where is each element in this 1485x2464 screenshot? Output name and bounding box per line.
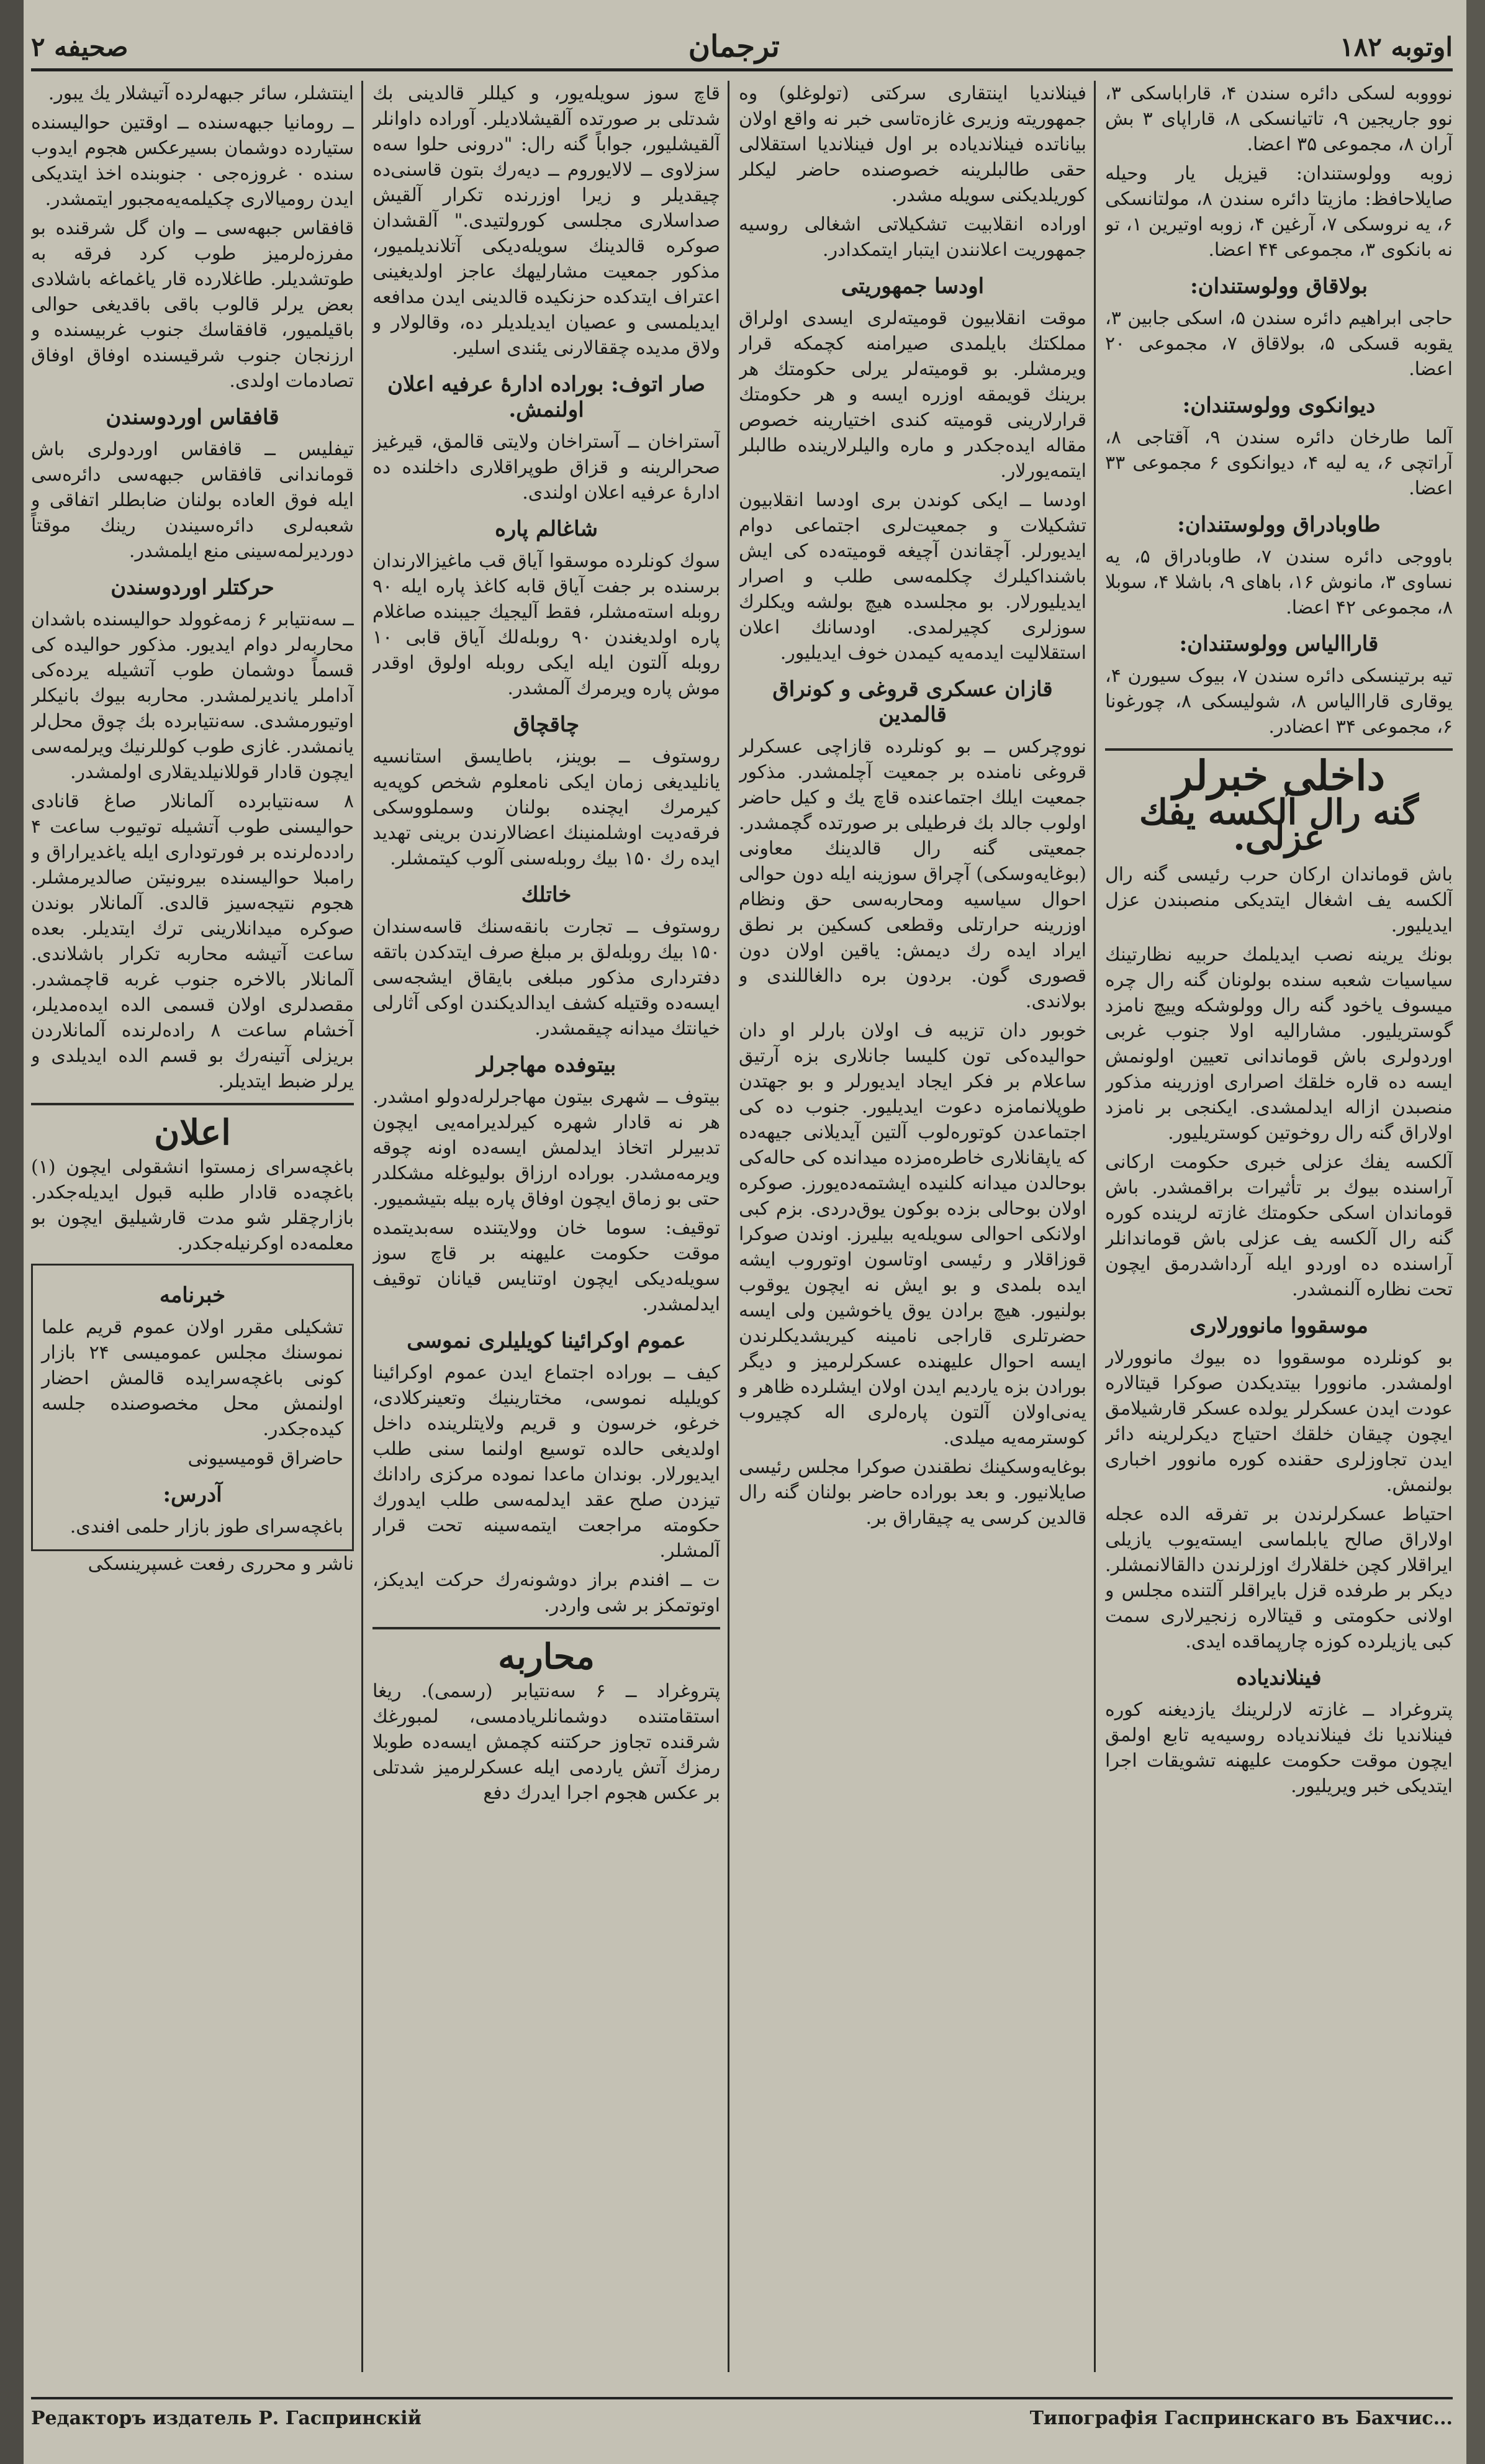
column-3 — [372, 81, 720, 2372]
section-title-announcement: اعلان — [154, 1112, 231, 1153]
col3-sub-money: شاغالم پاره — [495, 517, 598, 541]
column-rule-2 — [728, 81, 729, 2372]
notice-title: خبرنامه — [159, 1283, 226, 1308]
notice-sign: حاضراق قومیسیونی — [187, 1447, 343, 1469]
col3-sub-saratov: صار اتوف: بوراده ادارهٔ عرفیه اعلان اولنمش. — [387, 372, 705, 422]
col3-arrest: توقیف: سوما خان وولایتنده سه‌بدیتمده موقت حکومت علیهنه بر قاچ سوز سویله‌دیکی ایچون اوتنایس قیانان توقیف ایدلمشدر. — [372, 1217, 720, 1315]
col2-sub-odessa-republic: اودسا جمهوریتی — [841, 274, 985, 299]
col2-sub-kazan-text: نووچرکس ــ بو کونلرده قازاچی عسکرلر قروغی نامنده بر جمعیت آچلمشدر. مذکور جمعیت ایلك اجتماعنده قاچ یك و کیل حاضر اولوب جالد بك فرطیلی بر صورتده گچمشدر. جمعیتی گنه رال قالدینك معاونی (بوغایه‌وسکی) آچراق سوزینه ایله دون حوالی احوال سیاسیه ومحاربه‌سی حق ونظام اوزرینه حرارتلی وقطعی کسکین بر نطق ایراد ایده رك دیمش: یاقین اولان دون قصوری گون. بردون بره دالغاللندی و بولاندی. — [739, 736, 1086, 1012]
page-number: صحیفه ۲ — [31, 31, 129, 62]
col3-sub-money-text: سوك کونلرده موسقوا آیاق قب ماغیزالارندان برسنده بر جفت آیاق قابه کاغذ پاره ایله ۹۰ روبله استه‌مشلر، فقط آلیجیك جیبنده صاغلام پاره اولدیغندن ۹۰ روبله‌لك آیاق قابی ۱۰ روبله آلتون ایله ایکی روبله اولوق اوقدر موش پاره ویرمرك آلمشدر. — [372, 550, 720, 699]
col1-sub-tavbadraq: طاوبادراق وولوستندان: — [1177, 512, 1381, 537]
address-title: آدرس: — [163, 1482, 222, 1507]
col4-p4: ۸ سه‌نتیابرده آلمانلار صاغ قانادی حوالیسنی طوب آتشیله توتیوب ساعت ۴ رادده‌لرنده بر فورتوداری ایله یاغدیراراق و رامبلا حوالیسنده بیرونیتن صالدیرمشلر. هجوم نتیجه‌سیز قالدی. آلمانلار بوندن صوکره میدانلارینی ترك ایتدیلر. بعده ساعت آتیشه محاربه تکرار باشلاندی. آلمانلار بالاخره جنوب غربه قاچمشدر. مقصدلری اولان قسمی الده ایده‌مدیلر، آخشام ساعت ۸ راده‌لرنده آلمانلاردن بریزلی آتینه‌رك بو قسم الده ایدیلدی و یرلر ضبط ایتدیلر. — [31, 790, 354, 1092]
column-2 — [739, 81, 1086, 2372]
col1-intro: نوووبه لسکی دائره سندن ۴، قاراباسکی ۳، نوو جاریجین ۹، تاتیانسکی ۸، قاراپای ۳ بش آران ۸، مجموعی ۳۵ اعضا. — [1105, 83, 1453, 155]
col3-war-text: پتروغراد ــ ۶ سه‌نتیابر (رسمی). ریغا استقامتنده دوشمانلریادمسی، لمبورغك شرقنده تجاوز حرکتنه کچمش ایسه‌ده طوبلا رمزك آتش یاردمی ایله عسکرلرمیز شدتلی بر عکس هجوم اجرا ایدرك دفع — [372, 1680, 720, 1804]
col2-sub-kazan-military: قازان عسکری قروغی و کونراق قالمدین — [772, 677, 1053, 727]
col1-p2: زوبه وولوستندان: قیزیل یار وحیله صایلاحافظ: مازیتا دائره سندن ۸، مولتانسکی ۶، یه نروسکی ۷، آرغین ۴، زوبه اوتیرین ۱، تو نه بانکوی ۳، مجموعی ۴۴ اعضا. — [1105, 163, 1453, 261]
column-rule-1 — [1094, 81, 1096, 2372]
col4-p1: اینتشلر، سائر جبهه‌لرده آتیشلار یك یبور. — [48, 83, 354, 104]
col4-sub-caucasus-army: قافقاس اوردوسندن — [106, 405, 279, 430]
col3-divider — [372, 1627, 720, 1629]
col1-sub-bulaqaq: بولاقاق وولوستندان: — [1190, 274, 1368, 299]
col1-body1: باش قوماندان ارکان حرب رئیسی گنه رال آلکسه یف اشغال ایتدیکی منصبندن عزل ایدیلیور. — [1105, 864, 1453, 936]
col4-sub-operations: حرکتلر اوردوسندن — [111, 575, 274, 600]
col1-sub-divankoy-text: آلما طارخان دائره سندن ۹، آقتاجی ۸، آراتچی ۶، یه لیه ۴، دیوانکوی ۶ مجموعی ۳۳ اعضا. — [1105, 427, 1453, 499]
column-rule-3 — [361, 81, 363, 2372]
col4-p3: قافقاس جبهه‌سی ــ وان گل شرقنده بو مفرزه‌لرمیز طوب کرد فرقه به طوتشدیلر. طاغلارده قار یاغماغه باشلادی بعض یرلر قالوب باقی باقدیغی حوالی باقیلمیور، قافقاسك جنوب غربیسنده و ارزنجان جنوب شرقیسنده اوفاق اوفاق تصادمات اولدی. — [31, 217, 354, 392]
footer-printer: Типографія Гаспринскаго въ Бахчис... — [1029, 2407, 1453, 2429]
columns — [31, 81, 1453, 2372]
col2-p2: اوراده انقلابیت تشکیلاتی اشغالی روسیه جمهوریت اعلانندن ایتبار ایتمکدادر. — [739, 214, 1086, 261]
col3-sub-betrayal-text: روستوف ــ تجارت بانقه‌سنك قاسه‌سندان ۱۵۰ بیك روبله‌لق بر مبلغ صرف ایتدکدن باتقه دفترداری مذکور مبلغی بایقاق ایشجه‌سی ایسه‌ده وقتیله کشف ایدالدیکندن اوکی آثارلی خیانتك میدانه چیقمشدر. — [372, 916, 720, 1040]
col1-sub-bulaqaq-text: حاجی ابراهیم دائره سندن ۵، اسکی جابین ۳، یقوبه قسکی ۵، بولاقاق ۷، مجموعی ۲۰ اعضا. — [1105, 307, 1453, 380]
col2-p3: اودسا ــ ایکی کوندن بری اودسا انقلابیون تشکیلات و جمعیت‌لری اجتماعی دوام ایدیورلر. آچقاندن آچیغه قومیته‌ده کی ایش باشنداکیلرك چکلمه‌سی طلب و اصرار ایدیلیورلار. بو مجلسده هیچ بولشه ویکلرك سوزلری کچیرلمدی. اودسانك اعلان استقلالیت ایدمه‌یه کیمدن خوف ایدیلیور. — [739, 489, 1086, 664]
col1-body6: پتروغراد ــ غازته لارلرینك یازدیغنه کوره فینلاندیا نك فینلاندیاده روسیه‌یه تابع اولمق ایچون موقت حکومت علیهنه تشویقات اجرا ایتدیکی خبر ویریلیور. — [1105, 1699, 1453, 1797]
section-title-war: محاربه — [498, 1636, 595, 1677]
col1-sub-qaraelyas: قاراالیاس وولوستندان: — [1179, 632, 1379, 656]
col1-body5: احتیاط عسکرلرندن بر تفرقه الده عجله اولاراق صالح یابلماسی ایسته‌یوب یازیلی ایراقلار کچن خلقلارك اوزلرندن دالقالانمشلر. دیکر بر طرفده قزل بایراقلر آلتنده مجلس و اولانی حکومتی و قیتالاره زنجیرلاری سمت کبی یازیلرده کوزه چارپماقده ایدی. — [1105, 1503, 1453, 1652]
col3-sub-migrants: بیتوفده مهاجرلر — [476, 1053, 616, 1077]
col1-body4: بو کونلرده موسقووا ده بیوك مانوورلار اولمشدر. مانوورا بیتدیکدن صوکرا قیتالاره عودت ایدن عسکرلر یولده عسکر قارشیلامق ایچون چیقان خلقك احتیاج دیکرلرینه دائر ایدن تجاوزلری حقنده کوره مانوور اخباری بولنمش. — [1105, 1347, 1453, 1496]
col3-sub-migrants-text: بیتوف ــ شهری بیتون مهاجرلرله‌دولو امشدر. هر نه قادار شهره کیرلدیرامه‌یی ایچون تدبیرلر اتخاذ ایدلمش ایسه‌ده اونه چوقه ویرمه‌مشدر. بوراده ارزاق بولیوغله مشکلدر حتی بو زماق ایچون اوفاق پاره بیله بتیشمیور. — [372, 1086, 720, 1210]
column-1 — [1105, 81, 1453, 2372]
col2-sub-odessa-text: موقت انقلابیون قومیته‌لری ایسدی اولراق مملکتك بایلمدی صیرامنه کچمکه قرار ویرمشلر. بو قومیته‌لر یرلی حکومتك هر برینك قویمقه اوزره ایسه و هر حکومتك قرارلارینی قومیته کندی اختیارینه خصوص مقاله ایده‌جکدر و ماره والیلرلارینده طالبلر ایتمه‌یورلار. — [739, 307, 1086, 482]
col4-p2: ــ رومانیا جبهه‌سنده ــ اوقتین حوالیسنده ستیارده دوشمان بسیرعکس هجوم ایدوب سنده ۰ غروزه‌جی ۰ جنوبنده اخذ ایتدیکی ایدن رومیالاری چکیلمه‌یه‌مجبور ایتمشدر. — [31, 112, 354, 210]
col3-sub-ukraine-text: کیف ــ بوراده اجتماع ایدن عموم اوکرائینا کویلیله نموسی، مختارینیك وتعینرکلادی، خرغو، خرسون و قریم ولایتلرینده داخل اولدیغی حالده توسیع اولنما سنی طلب ایدیورلار. بوندان ماعدا نموده مرکزی رادانك تیزدن صلح عقد ایدلمه‌سی طلب ایدورك حکومته مراجعت ایتمه‌سینه تحت قرار آلمشلر. — [372, 1362, 720, 1562]
col3-sub-betrayal: خاتلك — [521, 882, 572, 907]
col2-p1: فینلاندیا اینتقاری سرکتی (تولوغلو) وه جمهوریته وزیری غازه‌تاسی خبر نه واقع اولان بیاناتده فینلاندیاده بر اول فینلاندیا استقلالی حقی طالبلرینه خصوصنده حاضر لیکلر کوریلدیکنی سویله مشدر. — [739, 83, 1086, 206]
page-header — [31, 25, 1453, 71]
column-4 — [31, 81, 354, 2372]
col1-sub-tavbadraq-text: باووجی دائره سندن ۷، طاوبادراق ۵، یه نساوی ۳، مانوش ۱۶، باهای ۹، باشلا ۴، سوبلا ۸، مجموعی ۴۲ اعضا. — [1105, 546, 1453, 618]
col2-p5: بوغایه‌وسکینك نطقندن صوکرا مجلس رئیسی صایلانیور. و بعد بوراده حاضر بولنان گنه رال قالدین کرسی یه چیقاراق بر. — [739, 1456, 1086, 1529]
col1-sub-finland: فینلاندیاده — [1236, 1665, 1322, 1690]
masthead-title: ترجمان — [688, 29, 780, 64]
footer-editor: Редакторъ издатель Р. Гаспринскiй — [31, 2407, 422, 2429]
col1-body2: بونك یرینه نصب ایدیلمك حربیه نظارتینك سیاسیات شعبه سنده بولونان گنه رال چره میسوف یاخود گنه رال وولوشکه وییچ نامزد گوستریلیور. مشارالیه اولا جنوب غربی اوردولری باش قوماندانی تعیین اولونمش ایسه ده قاره خلقك اصراری اوزرینه مذکور منصبدن ازاله ایدلمشدی. ایکنجی بر نامزد اولاراق گنه رال روخوتین کوستریلیور. — [1105, 944, 1453, 1144]
notice-text: تشکیلی مقرر اولان عموم قریم علما نموسنك مجلس عمومیسی ۲۴ بازار کونی باغچه‌سرایده قالمش احضار اولنمش محل مخصوصنده جلسه کیده‌جکدر. — [42, 1316, 343, 1440]
col3-p1: قاچ سوز سویله‌یور، و کیللر قالدینی بك شدتلی بر صورتده آلقیشلادیلر. آوراده داوانلر آلقیشلیور، جواباً گنه رال: "درونی حلوا سه‌ه سزلاوی ــ لالایوروم ــ دیه‌رك بتون قاسنی‌ده چیقدیلر و زیرا اوزرنده تکرار آلقیش صداسلاری مجلسی کورولتیدی." آلقشدان صوکره قالدینك سویله‌دیکی آتلاندیلمیور، مذکور جمعیت مشارلیهك عاجز اولدیغینی اعتراف ایتدکده حزنکیده قالدینی ایدن مدافعه ایدیلمسی و عصیان ایدیلدیلر ده، وقالولار و ولاق مدیده چققالارنی یئندی اسلیر. — [372, 83, 720, 359]
col3-sub-astrakhan-text: آستراخان ــ آستراخان ولایتی قالمق، قیرغیز صحرالرینه و قزاق طوپراقلاری داخلنده ده ادارهٔ عرفیه اعلان اولندی. — [372, 431, 720, 504]
col4-divider — [31, 1103, 354, 1105]
col2-p4: خوبور دان تزیبه ف اولان بارلر او دان حوالیده‌کی تون کلیسا جانلاری بزه آرتیق ساعلام بر فکر ایجاد ایدیورلر و بو جهتدن طوپلانمامزه دعوت ایدیلیور. جنوب ده کی اجتماعدن کوتوره‌لوب آلتین آیدیلانی جیهه‌ده که یاپقانلاری خاطره‌مزده میدانده کی حاله‌کی بوحالدن میدانه کلنیده ایشتمه‌ده‌یورز. صوکره اولان بوحالی بزده بوکون یوق‌دردی. بزم کبی اولانکی احوالی سویله‌یه بیلیرز. اوندن صوکرا قوزاقلار و رئیسی اوتاسون اوتوروب ایشه ایده بلمدی و بو ایش نه ایچون یوقوب بولنیور. هیچ برادن یوق یاخوشین ولی ایسه حضرتلری قاراجی نامینه کیریشدیکلرندن ایسه احوال علیهنده عسکرلرمیز و دیگر بورادن بزه یاردیم ایدن اولان ایشلرده ظاهر و یه‌نی‌اولان آلتون پاره‌لری اله کچیروب کوسترمه‌یه میلدی. — [739, 1020, 1086, 1449]
col3-sub-ukraine: عموم اوکرائینا کویلیلری نموسی — [407, 1328, 686, 1353]
col1-sub-divankoy: دیوانکوی وولوستندان: — [1182, 393, 1376, 418]
page-edge-right — [1466, 0, 1485, 2464]
col4-sub-caucasus-text: تیفلیس ــ قافقاس اوردولری باش قوماندانی قافقاس جبهه‌سی دائره‌سی ایله فوق العاده بولنان ضابطلر اتفاقی و شعبه‌لری دائره‌سیندن رینك موقتاً دوردیرلمه‌سینی منع ایلمشدر. — [31, 438, 354, 562]
notice-box — [31, 1264, 354, 1551]
page-edge-left — [0, 0, 24, 2464]
col4-ad-text: باغچه‌سرای زمستوا انشقولی ایچون (۱) باغچه‌ده قادار طلبه قبول ایدیله‌جکدر. بازارچقلر شو مدت قارشیلیق ایچون بو معلمه‌ده اوکرنیله‌جکدر. — [31, 1156, 354, 1254]
col1-body3: آلکسه یفك عزلی خبری حکومت ارکانی آراسنده بیوك بر تأثیرات براقمشدر. باش قوماندان اسکی حکومتك غازته لرینده کوره گنه رال آلکسه یف عزلی باش قوماندانلر آراسنده ده اوردو ایله آرداشدرمق ایچون تحت نظاره آلنمشدر. — [1105, 1151, 1453, 1300]
publisher-line: ناشر و محرری رفعت غسپرینسکی — [88, 1553, 354, 1575]
section-title-domestic-news: داخلی خبرلر — [1172, 751, 1386, 800]
page-footer — [31, 2397, 1453, 2437]
col1-sub-moscow-maneuvers: موسقووا مانوورلاری — [1189, 1313, 1368, 1338]
headline-alekseev-dismissal: گنه رال آلکسه یفك عزلی. — [1139, 792, 1419, 858]
col3-p-last: ت ــ افندم براز دوشونه‌رك حرکت ایدیکز، اوتوتمکز بر شی واردر. — [372, 1569, 720, 1616]
address-text: باغچه‌سرای طوز بازار حلمی افندی. — [70, 1516, 343, 1538]
col1-divider — [1105, 748, 1453, 751]
col3-sub-robbery: چاقچاق — [513, 712, 580, 737]
col3-sub-robbery-text: روستوف ــ بوینز، باطایسق استانسیه یانلیدیغی زمان ایکی نامعلوم شخص کوپه‌یه کیرمرك ایچنده بولنان وسملووسکی فرقه‌دیت اوشلمنینك اعضالارندن برینی تهدید ایده رك ۱۵۰ بیك روبله‌سنی آلوب کیتمشلر. — [372, 746, 720, 869]
issue-date: اوتوبه ۱۸۲ — [1340, 31, 1453, 62]
col4-sub-operations-text: ــ سه‌نتیابر ۶ زمه‌غوولد حوالیسنده باشدان محاربه‌لر دوام ایدیور. مذکور حوالیده کی قسماً دوشمان طوب آتشیله یرده‌کی آداملر یاندیرلمشدر. محاربه بیوك بانیکلر اوتیورمشدی. سه‌نتیابرده بك چوق محل‌لر یانمشدر. غازی طوب کوللرنیك ویرلمه‌سی ایچون قادار قوللانیلدیقلاری اولمشدر. — [31, 609, 354, 783]
col1-sub-qaraelyas-text: تیه برتینسکی دائره سندن ۷، بیوک سیورن ۴، یوقاری قاراالیاس ۸، شولیسکی ۸، چورغونا ۶، مجموعی ۳۴ اعضادر. — [1105, 665, 1453, 738]
